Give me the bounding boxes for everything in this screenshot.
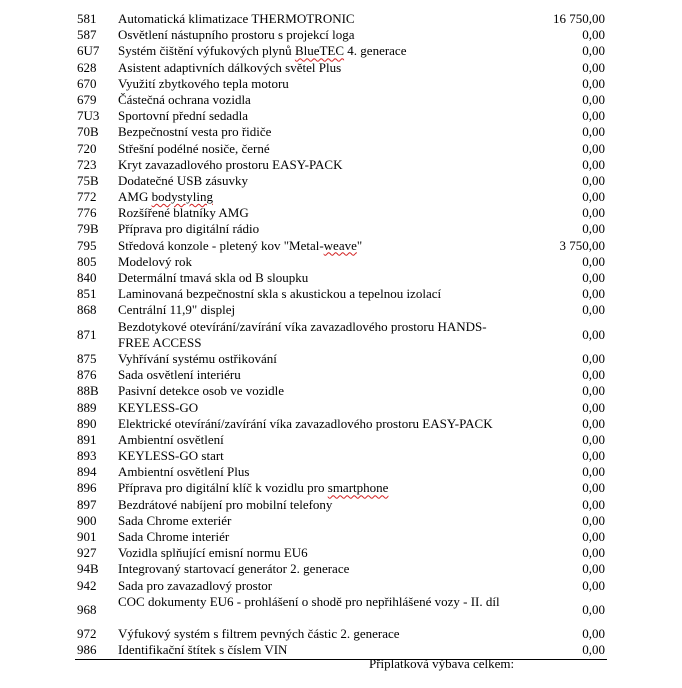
option-description: Výfukový systém s filtrem pevných částic 2. generace (118, 626, 400, 642)
option-description: Modelový rok (118, 253, 193, 269)
description-text: " (356, 237, 363, 253)
table-row (75, 205, 607, 221)
table-row (75, 497, 607, 513)
option-price: 0,00 (582, 27, 605, 43)
option-description: Střešní podélné nosiče, černé (118, 140, 270, 156)
option-code: 851 (77, 286, 97, 302)
option-description: KEYLESS-GO start (118, 448, 224, 464)
option-price: 0,00 (582, 286, 605, 302)
option-code: 840 (77, 270, 97, 285)
option-description: Elektrické otevírání/zavírání víka zavazadlového prostoru EASY-PACK (118, 415, 493, 431)
description-text: Příprava pro digitální klíč k vozidlu pro (118, 480, 328, 496)
option-description: Sada Chrome interiér (118, 529, 230, 545)
option-description: Osvětlení nástupního prostoru s projekcí loga (118, 27, 355, 43)
option-price: 0,00 (582, 108, 605, 124)
option-price: 0,00 (582, 383, 605, 399)
option-description (118, 43, 513, 59)
option-description: Sportovní přední sedadla (118, 108, 248, 124)
option-code: 776 (77, 205, 97, 221)
option-price: 0,00 (582, 448, 605, 464)
equipment-table (75, 11, 607, 660)
table-row (75, 92, 607, 108)
option-description (118, 238, 513, 254)
option-code: 871 (77, 326, 97, 342)
table-row (75, 157, 607, 173)
table-row (75, 302, 607, 318)
table-row (75, 351, 607, 367)
option-code: 986 (77, 642, 97, 658)
option-description: Bezpečnostní vesta pro řidiče (118, 124, 272, 140)
option-description: Sada osvětlení interiéru (118, 367, 241, 383)
option-description: Příprava pro digitální rádio (118, 221, 260, 237)
option-description: Determální tmavá skla od B sloupku (118, 270, 309, 285)
option-code: 720 (77, 140, 97, 156)
description-text: Středová konzole - pletený kov "Metal- (118, 237, 324, 253)
option-code: 772 (77, 189, 97, 205)
option-description: Asistent adaptivních dálkových světel Plus (118, 59, 342, 75)
option-price: 0,00 (582, 480, 605, 496)
option-price: 16 750,00 (553, 11, 605, 26)
option-description: KEYLESS-GO (118, 399, 199, 415)
table-row (75, 367, 607, 383)
table-row (75, 561, 607, 577)
spellcheck-marked-word: BlueTEC (294, 43, 345, 59)
option-code: 587 (77, 27, 97, 43)
option-code: 896 (77, 480, 97, 496)
option-price: 0,00 (582, 270, 605, 285)
option-price: 0,00 (582, 221, 605, 237)
option-code: 889 (77, 399, 97, 415)
option-description: Vozidla splňující emisní normu EU6 (118, 545, 308, 561)
table-row (75, 286, 607, 302)
option-description (118, 480, 513, 496)
table-row (75, 108, 607, 124)
option-code: 795 (77, 237, 97, 253)
option-price: 0,00 (582, 399, 605, 415)
option-price: 0,00 (582, 601, 605, 617)
option-code: 875 (77, 350, 97, 366)
option-description (118, 189, 513, 205)
option-code: 942 (77, 577, 97, 593)
option-code: 79B (77, 221, 99, 237)
option-description: Sada Chrome exteriér (118, 512, 232, 528)
table-row (75, 173, 607, 189)
option-description: Centrální 11,9" displej (118, 302, 236, 318)
table-row (75, 464, 607, 480)
option-price: 0,00 (582, 529, 605, 545)
option-description: Laminovaná bezpečnostní skla s akustickou a tepelnou izolací (118, 286, 442, 302)
option-code: 968 (77, 601, 97, 617)
option-code: 670 (77, 75, 97, 91)
option-price: 0,00 (582, 350, 605, 366)
option-description: Identifikační štítek s číslem VIN (118, 642, 288, 658)
option-price: 0,00 (582, 156, 605, 172)
table-row (75, 76, 607, 92)
option-code: 6U7 (77, 43, 100, 59)
table-row (75, 27, 607, 43)
option-code: 927 (77, 545, 97, 561)
option-description: Integrovaný startovací generátor 2. generace (118, 561, 350, 577)
table-row (75, 383, 607, 399)
option-price: 0,00 (582, 415, 605, 431)
option-price: 0,00 (582, 642, 605, 658)
option-price: 0,00 (582, 561, 605, 577)
option-price: 3 750,00 (559, 237, 605, 253)
option-code: 88B (77, 383, 99, 399)
option-price: 0,00 (582, 205, 605, 221)
option-code: 723 (77, 156, 97, 172)
option-price: 0,00 (582, 302, 605, 318)
table-row (75, 254, 607, 270)
option-code: 868 (77, 302, 97, 318)
option-description: Využití zbytkového tepla motoru (118, 75, 289, 91)
option-code: 628 (77, 59, 97, 75)
option-description: Dodatečné USB zásuvky (118, 172, 248, 188)
option-description: Automatická klimatizace THERMOTRONIC (118, 11, 355, 26)
option-description: Kryt zavazadlového prostoru EASY-PACK (118, 156, 343, 172)
table-row (75, 416, 607, 432)
description-text: AMG (118, 189, 152, 205)
table-row (75, 578, 607, 594)
option-description: Ambientní osvětlení (118, 431, 224, 447)
option-code: 75B (77, 172, 99, 188)
table-row (75, 448, 607, 464)
option-price: 0,00 (582, 367, 605, 383)
option-price: 0,00 (582, 124, 605, 140)
option-code: 70B (77, 124, 99, 140)
table-row (75, 60, 607, 76)
option-code: 893 (77, 448, 97, 464)
option-price: 0,00 (582, 577, 605, 593)
option-code: 679 (77, 91, 97, 107)
option-code: 805 (77, 253, 97, 269)
option-code: 890 (77, 415, 97, 431)
table-row (75, 642, 607, 659)
option-description: COC dokumenty EU6 - prohlášení o shodě pro nepřihlášené vozy - II. díl (118, 593, 500, 609)
option-code: 894 (77, 464, 97, 480)
spellcheck-marked-word: bodystyling (151, 189, 213, 205)
spellcheck-marked-word: smartphone (327, 480, 389, 496)
description-text: 4. generace (344, 43, 407, 59)
option-description: Bezdrátové nabíjení pro mobilní telefony (118, 496, 333, 512)
option-price: 0,00 (582, 431, 605, 447)
table-row (75, 270, 607, 286)
option-price: 0,00 (582, 464, 605, 480)
option-price: 0,00 (582, 545, 605, 561)
option-code: 7U3 (77, 108, 100, 124)
option-description: Sada pro zavazadlový prostor (118, 577, 273, 593)
option-price: 0,00 (582, 496, 605, 512)
table-row (75, 594, 607, 626)
option-code: 876 (77, 367, 97, 383)
option-price: 0,00 (582, 626, 605, 642)
table-row (75, 141, 607, 157)
option-description: Vyhřívání systému ostřikování (118, 350, 277, 366)
option-price: 0,00 (582, 172, 605, 188)
option-price: 0,00 (582, 140, 605, 156)
option-description: Částečná ochrana vozidla (118, 91, 251, 107)
table-row (75, 545, 607, 561)
table-row (75, 43, 607, 59)
table-row (75, 124, 607, 140)
option-description: Pasivní detekce osob ve vozidle (118, 383, 285, 399)
table-row (75, 626, 607, 642)
option-code: 891 (77, 431, 97, 447)
option-code: 900 (77, 512, 97, 528)
option-description: Ambientní osvětlení Plus (118, 464, 250, 480)
option-code: 897 (77, 496, 97, 512)
table-row (75, 432, 607, 448)
option-code: 94B (77, 561, 99, 577)
option-code: 972 (77, 626, 97, 642)
option-code: 581 (77, 11, 97, 26)
option-price: 0,00 (582, 91, 605, 107)
equipment-total-label: Příplatková výbava celkem: (369, 656, 515, 671)
table-row (75, 529, 607, 545)
spellcheck-marked-word: weave (323, 237, 357, 253)
option-price: 0,00 (582, 512, 605, 528)
table-row (75, 221, 607, 237)
table-row (75, 319, 607, 351)
table-row (75, 189, 607, 205)
option-price: 0,00 (582, 326, 605, 342)
option-description: Bezdotykové otevírání/zavírání víka zavazadlového prostoru HANDS-FREE ACCESS (118, 318, 487, 350)
description-text: Systém čištění výfukových plynů (118, 43, 295, 59)
option-price: 0,00 (582, 43, 605, 59)
option-code: 901 (77, 529, 97, 545)
table-row (75, 400, 607, 416)
option-price: 0,00 (582, 59, 605, 75)
table-row (75, 513, 607, 529)
option-description: Rozšířené blatníky AMG (118, 205, 249, 221)
option-price: 0,00 (582, 253, 605, 269)
table-row (75, 238, 607, 254)
option-price: 0,00 (582, 189, 605, 205)
table-row (75, 480, 607, 496)
table-row (75, 11, 607, 27)
option-price: 0,00 (582, 75, 605, 91)
